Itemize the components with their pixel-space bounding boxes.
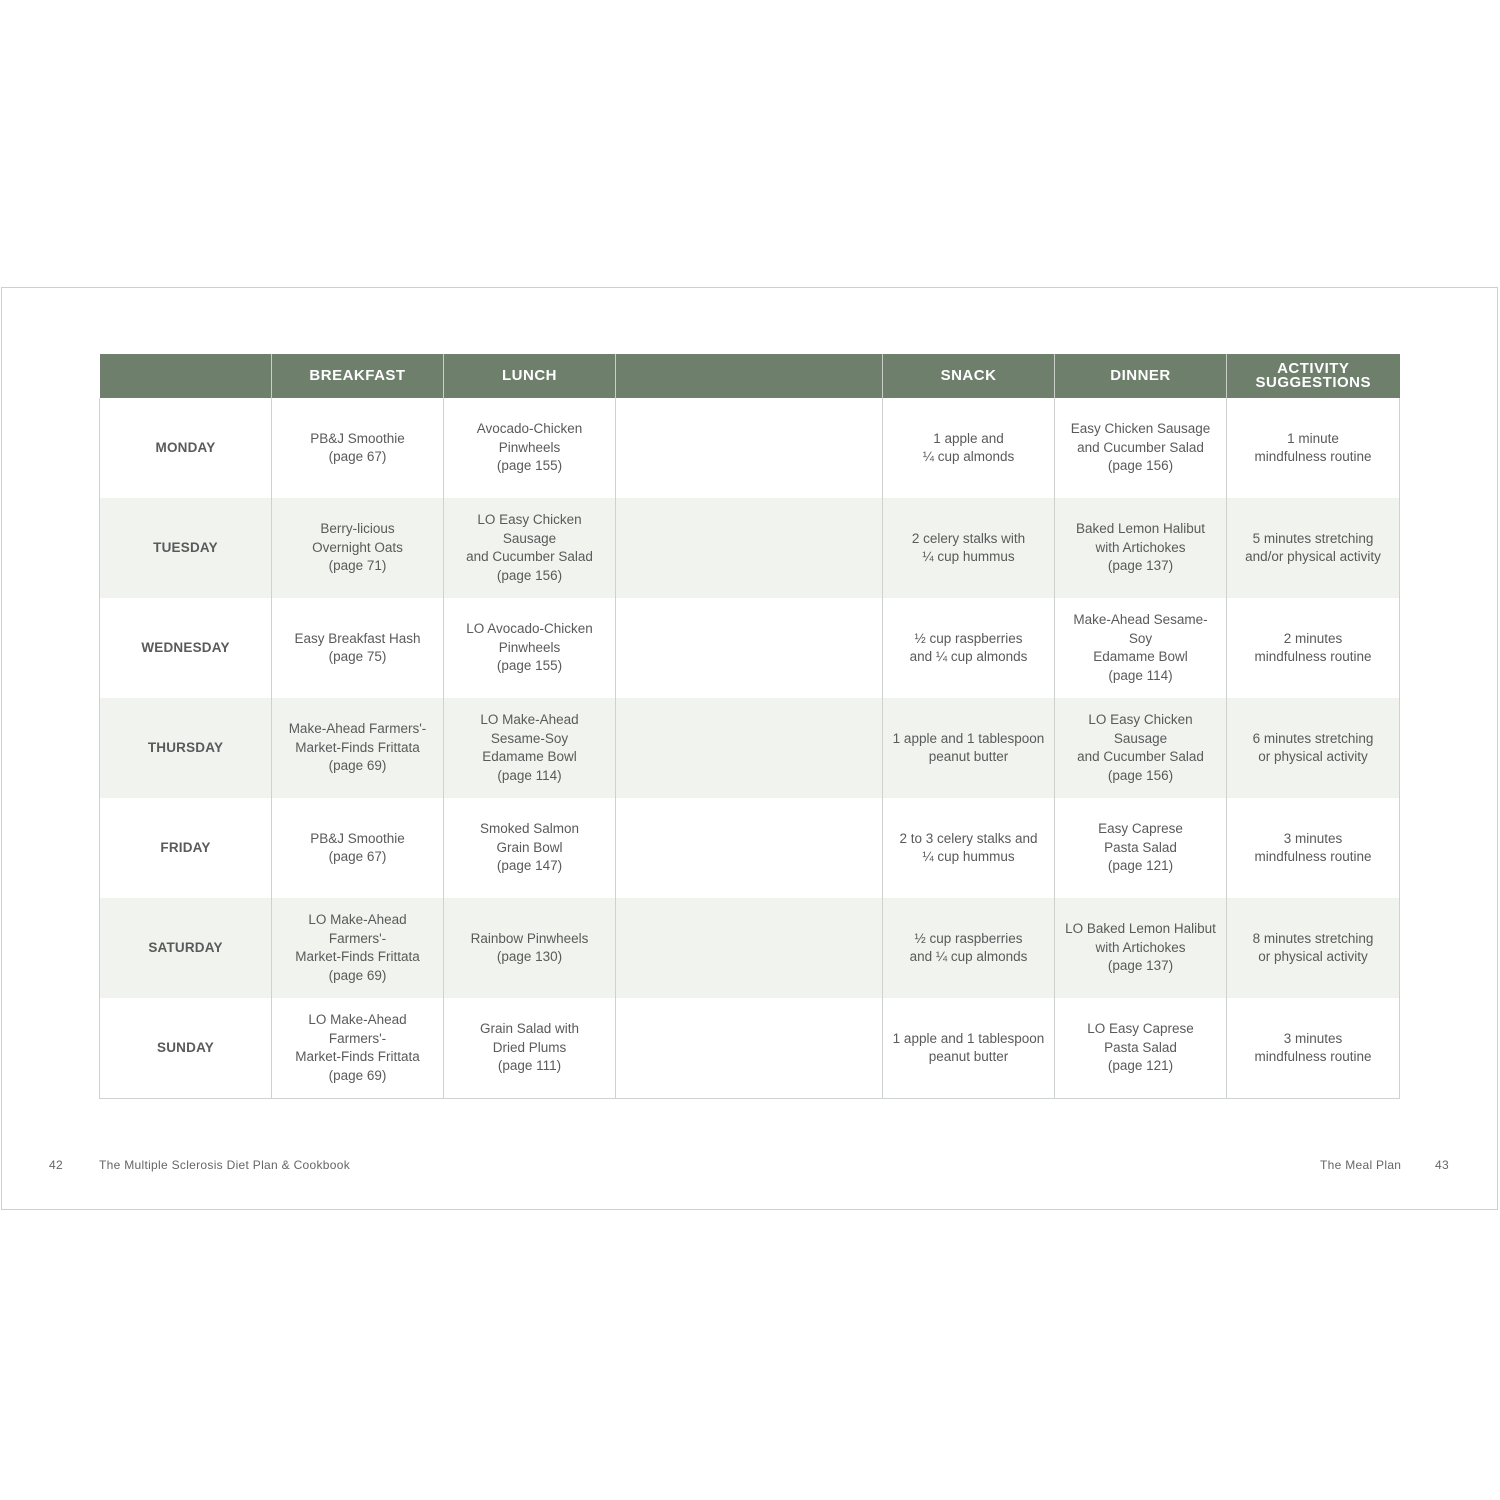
blank-cell xyxy=(616,498,883,598)
breakfast-cell: LO Make-Ahead Farmers'- Market-Finds Frittata (page 69) xyxy=(272,998,444,1099)
breakfast-cell: PB&J Smoothie (page 67) xyxy=(272,798,444,898)
table-row xyxy=(100,398,1400,498)
day-cell: SUNDAY xyxy=(100,998,272,1099)
day-cell: WEDNESDAY xyxy=(100,598,272,698)
breakfast-cell: Easy Breakfast Hash (page 75) xyxy=(272,598,444,698)
header-snack: SNACK xyxy=(883,354,1055,398)
table-row xyxy=(100,998,1400,1099)
left-running-title: The Multiple Sclerosis Diet Plan & Cookbook xyxy=(99,1158,351,1172)
day-cell: MONDAY xyxy=(100,398,272,498)
blank-cell xyxy=(616,898,883,998)
table-row xyxy=(100,698,1400,798)
breakfast-cell: Make-Ahead Farmers'- Market-Finds Frittata (page 69) xyxy=(272,698,444,798)
activity-cell: 3 minutes mindfulness routine xyxy=(1227,998,1400,1099)
table-header-row xyxy=(100,354,1400,398)
day-cell: SATURDAY xyxy=(100,898,272,998)
lunch-cell: Avocado-Chicken Pinwheels (page 155) xyxy=(444,398,616,498)
snack-cell: 1 apple and 1 tablespoon peanut butter xyxy=(883,998,1055,1099)
activity-cell: 1 minute mindfulness routine xyxy=(1227,398,1400,498)
header-dinner: DINNER xyxy=(1055,354,1227,398)
header-day xyxy=(100,354,272,398)
snack-cell: 2 celery stalks with ¼ cup hummus xyxy=(883,498,1055,598)
dinner-cell: LO Baked Lemon Halibut with Artichokes (page 137) xyxy=(1055,898,1227,998)
snack-cell: 1 apple and 1 tablespoon peanut butter xyxy=(883,698,1055,798)
lunch-cell: Grain Salad with Dried Plums (page 111) xyxy=(444,998,616,1099)
lunch-cell: Rainbow Pinwheels (page 130) xyxy=(444,898,616,998)
lunch-cell: LO Avocado-Chicken Pinwheels (page 155) xyxy=(444,598,616,698)
snack-cell: ½ cup raspberries and ¼ cup almonds xyxy=(883,598,1055,698)
blank-cell xyxy=(616,698,883,798)
breakfast-cell: PB&J Smoothie (page 67) xyxy=(272,398,444,498)
activity-cell: 8 minutes stretching or physical activity xyxy=(1227,898,1400,998)
table-row xyxy=(100,798,1400,898)
table-row xyxy=(100,498,1400,598)
blank-cell xyxy=(616,998,883,1099)
day-cell: THURSDAY xyxy=(100,698,272,798)
header-blank xyxy=(616,354,883,398)
lunch-cell: LO Make-Ahead Sesame-Soy Edamame Bowl (page 114) xyxy=(444,698,616,798)
header-lunch: LUNCH xyxy=(444,354,616,398)
dinner-cell: Easy Chicken Sausage and Cucumber Salad (page 156) xyxy=(1055,398,1227,498)
activity-cell: 2 minutes mindfulness routine xyxy=(1227,598,1400,698)
breakfast-cell: Berry-licious Overnight Oats (page 71) xyxy=(272,498,444,598)
breakfast-cell: LO Make-Ahead Farmers'- Market-Finds Frittata (page 69) xyxy=(272,898,444,998)
right-page-number: 43 xyxy=(1435,1158,1449,1172)
snack-cell: 2 to 3 celery stalks and ¼ cup hummus xyxy=(883,798,1055,898)
snack-cell: ½ cup raspberries and ¼ cup almonds xyxy=(883,898,1055,998)
activity-cell: 6 minutes stretching or physical activity xyxy=(1227,698,1400,798)
meal-plan-table xyxy=(99,354,1400,1099)
dinner-cell: LO Easy Chicken Sausage and Cucumber Salad (page 156) xyxy=(1055,698,1227,798)
table-row xyxy=(100,898,1400,998)
header-breakfast: BREAKFAST xyxy=(272,354,444,398)
lunch-cell: Smoked Salmon Grain Bowl (page 147) xyxy=(444,798,616,898)
activity-cell: 5 minutes stretching and/or physical activity xyxy=(1227,498,1400,598)
table-row xyxy=(100,598,1400,698)
dinner-cell: Baked Lemon Halibut with Artichokes (page 137) xyxy=(1055,498,1227,598)
dinner-cell: Easy Caprese Pasta Salad (page 121) xyxy=(1055,798,1227,898)
activity-cell: 3 minutes mindfulness routine xyxy=(1227,798,1400,898)
left-page-number: 42 xyxy=(49,1158,63,1172)
snack-cell: 1 apple and ¼ cup almonds xyxy=(883,398,1055,498)
header-activity: ACTIVITY SUGGESTIONS xyxy=(1227,354,1400,398)
blank-cell xyxy=(616,798,883,898)
lunch-cell: LO Easy Chicken Sausage and Cucumber Salad (page 156) xyxy=(444,498,616,598)
blank-cell xyxy=(616,598,883,698)
right-running-title: The Meal Plan xyxy=(1320,1158,1402,1172)
day-cell: TUESDAY xyxy=(100,498,272,598)
day-cell: FRIDAY xyxy=(100,798,272,898)
dinner-cell: LO Easy Caprese Pasta Salad (page 121) xyxy=(1055,998,1227,1099)
blank-cell xyxy=(616,398,883,498)
dinner-cell: Make-Ahead Sesame-Soy Edamame Bowl (page 114) xyxy=(1055,598,1227,698)
